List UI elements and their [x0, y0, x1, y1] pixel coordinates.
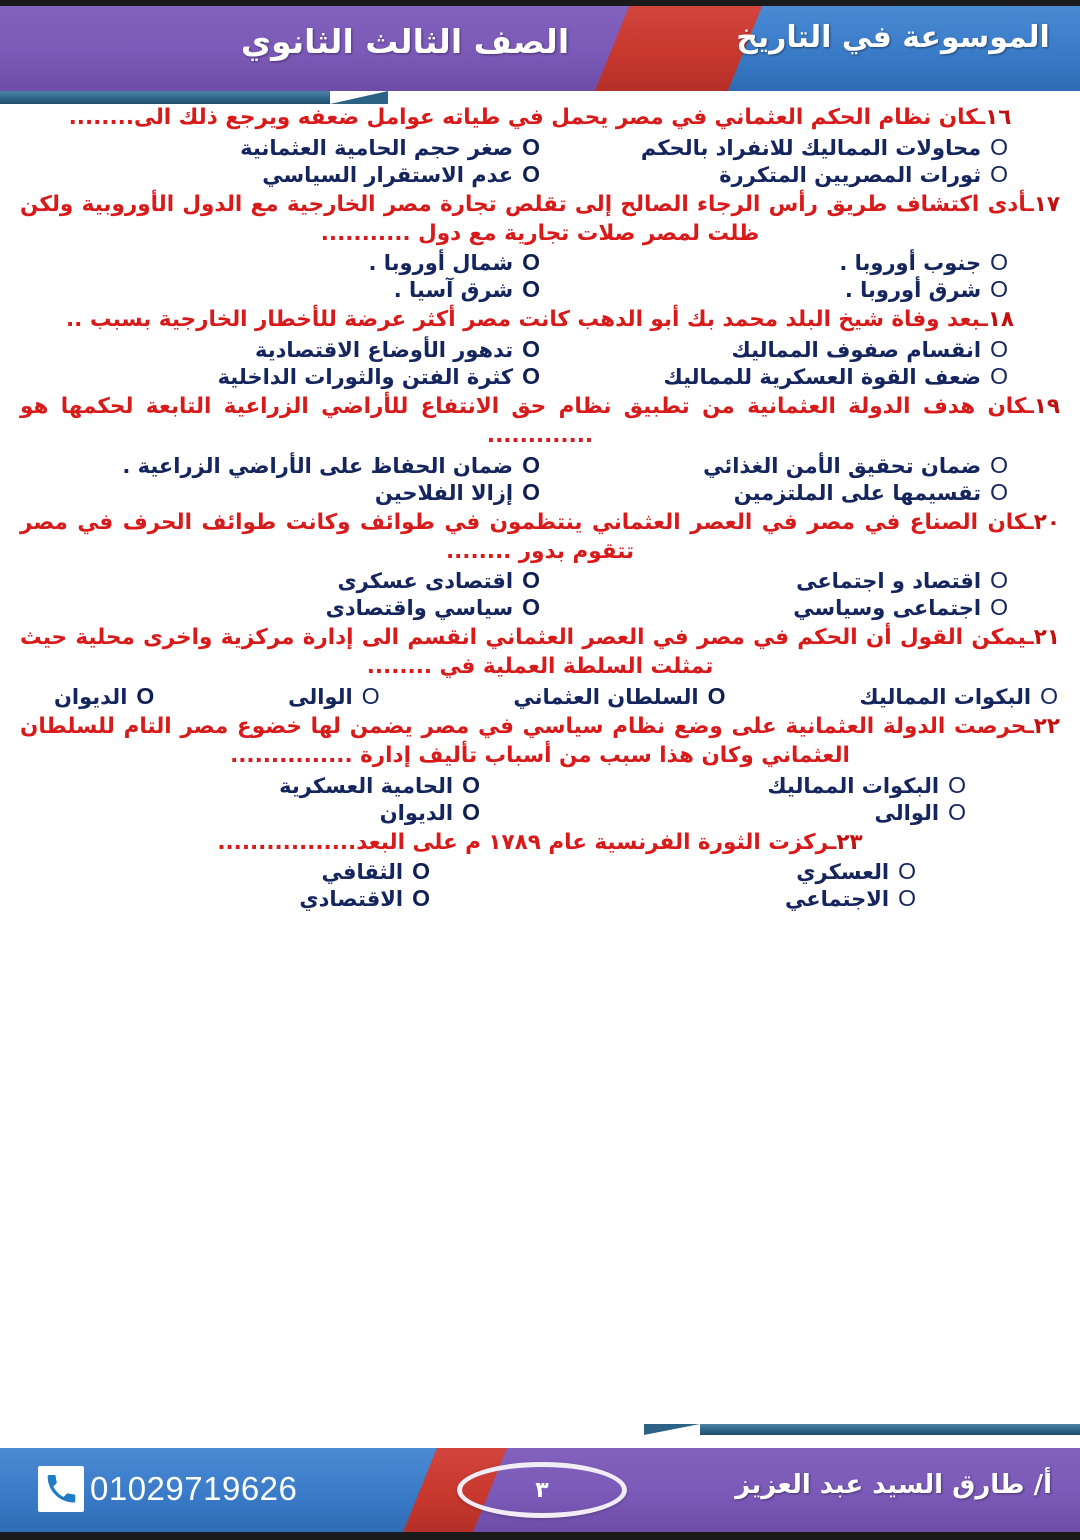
question-body: أدى اكتشاف طريق رأس الرجاء الصالح إلى تقلص تجارة مصر الخارجية مع الدول الأوروبية ولكن ظلت لمصر صلات تجارية مع دول ...........: [20, 191, 1027, 246]
option-marker-circle[interactable]: O: [522, 276, 540, 303]
options-row: [14, 860, 1066, 884]
page-number-value: ٣: [535, 1477, 549, 1503]
option-item[interactable]: [14, 798, 540, 825]
option-marker-circle[interactable]: O: [361, 682, 380, 709]
options-row: [14, 887, 1066, 911]
option-marker-circle[interactable]: O: [898, 858, 916, 885]
option-label: كثرة الفتن والثورات الداخلية: [217, 365, 514, 390]
bottom-black-strip: [0, 1532, 1080, 1540]
option-label: إزالا الفلاحين: [374, 480, 514, 505]
option-label: تدهور الأوضاع الاقتصادية: [254, 338, 514, 363]
header-bar-tip: [330, 91, 388, 104]
option-item[interactable]: [14, 278, 540, 302]
option-marker-circle[interactable]: O: [990, 249, 1008, 276]
option-item[interactable]: [540, 160, 1066, 187]
option-marker-circle[interactable]: O: [990, 276, 1008, 303]
footer-teacher-name: أ/ طارق السيد عبد العزيز: [735, 1470, 1052, 1500]
options-row: [14, 451, 1066, 478]
question-body: كان الصناع في مصر في العصر العثماني ينتظمون في طوائف وكانت طوائف الحرف في مصر تتقوم بدور ........: [20, 509, 1027, 564]
footer-decorative-bar: [640, 1424, 1080, 1435]
option-label: الاجتماعي: [785, 887, 890, 912]
option-item[interactable]: [54, 682, 155, 709]
option-marker-circle[interactable]: O: [990, 478, 1008, 505]
question-body: كان نظام الحكم العثماني في مصر يحمل في طياته عوامل ضعفه ويرجع ذلك الى........: [68, 105, 978, 130]
page-footer: [0, 1448, 1080, 1532]
option-label: شرق آسيا .: [393, 278, 514, 303]
question-text: ١٧ـأدى اكتشاف طريق رأس الرجاء الصالح إلى تقلص تجارة مصر الخارجية مع الدول الأوروبية ولكن ظلت لمصر صلات تجارية مع دول ...........: [20, 191, 1060, 246]
option-item[interactable]: [14, 478, 540, 505]
options-row: [14, 682, 1066, 709]
question-text: ٢٣ـركزت الثورة الفرنسية عام ١٧٨٩ م على البعد.................: [217, 829, 863, 855]
question-block: [14, 829, 1066, 912]
option-marker-circle[interactable]: O: [412, 885, 430, 912]
option-item[interactable]: [14, 451, 540, 478]
option-label: ضمان تحقيق الأمن الغذائي: [703, 453, 982, 478]
options-row: [14, 596, 1066, 620]
question-number: ١٨: [987, 307, 1014, 333]
option-item[interactable]: [14, 251, 540, 275]
option-marker-circle[interactable]: O: [522, 249, 540, 276]
option-label: الديوان: [54, 684, 128, 709]
option-label: البكوات المماليك: [859, 684, 1032, 709]
question-block: [14, 191, 1066, 303]
option-item[interactable]: [540, 278, 1066, 302]
option-item[interactable]: [14, 596, 540, 620]
question-number: ١٩: [1033, 394, 1060, 420]
option-marker-circle[interactable]: O: [462, 771, 480, 798]
options-row: [14, 771, 1066, 798]
options-row: [14, 798, 1066, 825]
header-decorative-bar: [0, 91, 400, 104]
question-block: [14, 104, 1066, 187]
options-row: [14, 133, 1066, 160]
option-label: الثقافي: [321, 860, 404, 885]
question-text: ٢٠ـكان الصناع في مصر في العصر العثماني ينتظمون في طوائف وكانت طوائف الحرف في مصر تتقوم بدور ........: [20, 509, 1060, 564]
option-item[interactable]: [14, 365, 540, 389]
options-row: [14, 365, 1066, 389]
option-item[interactable]: [540, 451, 1066, 478]
question-text: ١٨ـبعد وفاة شيخ البلد محمد بك أبو الدهب كانت مصر أكثر عرضة للأخطار الخارجية بسبب ..: [66, 307, 1014, 333]
question-number: ٢١: [1033, 625, 1060, 651]
question-text: ١٦ـكان نظام الحكم العثماني في مصر يحمل في طياته عوامل ضعفه ويرجع ذلك الى........: [68, 105, 1012, 130]
option-label: شمال أوروبا .: [368, 251, 514, 276]
option-label: اقتصادى عسكرى: [337, 569, 514, 594]
option-label: اقتصاد و اجتماعى: [796, 569, 982, 594]
option-marker-circle[interactable]: O: [990, 567, 1008, 594]
phone-icon: [38, 1466, 84, 1512]
option-label: الاقتصادي: [299, 887, 404, 912]
option-marker-circle[interactable]: O: [522, 478, 540, 505]
option-marker-circle[interactable]: O: [522, 451, 540, 478]
options-group: [14, 569, 1066, 620]
option-label: السلطان العثماني: [513, 684, 699, 709]
option-marker-circle[interactable]: O: [522, 133, 540, 160]
options-row: [14, 338, 1066, 362]
option-item[interactable]: [540, 478, 1066, 505]
phone-number: 01029719626: [90, 1470, 298, 1507]
option-label: شرق أوروبا .: [844, 278, 982, 303]
questions-container: [0, 104, 1080, 1422]
option-marker-circle[interactable]: O: [990, 160, 1008, 187]
option-marker-circle[interactable]: O: [412, 858, 430, 885]
options-group: [14, 451, 1066, 505]
question-number: ١٧: [1033, 191, 1060, 217]
option-item[interactable]: [14, 160, 540, 187]
option-label: العسكري: [796, 860, 890, 885]
footer-bar-body: [700, 1424, 1080, 1435]
option-label: ثورات المصريين المتكررة: [719, 162, 982, 187]
option-label: انقسام صفوف المماليك: [731, 338, 982, 363]
options-group: [14, 251, 1066, 302]
option-item[interactable]: [14, 887, 540, 911]
question-text: ١٩ـكان هدف الدولة العثمانية من تطبيق نظام حق الانتفاع للأراضي الزراعية التابعة لحكمها هو .............: [20, 394, 1060, 448]
option-item[interactable]: [540, 860, 1066, 884]
option-label: ضعف القوة العسكرية للمماليك: [663, 365, 982, 390]
options-row: [14, 251, 1066, 275]
option-label: الوالى: [874, 800, 940, 825]
option-label: سياسي واقتصادى: [325, 596, 514, 621]
option-label: اجتماعى وسياسي: [793, 596, 982, 621]
option-marker-circle[interactable]: O: [990, 133, 1008, 160]
question-number: ٢٠: [1033, 509, 1060, 535]
option-label: ضمان الحفاظ على الأراضي الزراعية .: [122, 453, 514, 478]
option-item[interactable]: [540, 338, 1066, 362]
option-marker-circle[interactable]: O: [990, 363, 1008, 390]
option-marker-circle[interactable]: O: [522, 567, 540, 594]
options-row: [14, 569, 1066, 593]
footer-contact[interactable]: [38, 1466, 297, 1512]
option-item[interactable]: [14, 771, 540, 798]
option-label: عدم الاستقرار السياسي: [262, 162, 514, 187]
option-item[interactable]: [540, 798, 1066, 825]
question-block: [14, 393, 1066, 505]
option-label: صغر حجم الحامية العثمانية: [240, 135, 514, 160]
option-item[interactable]: [14, 338, 540, 362]
option-item[interactable]: [540, 251, 1066, 275]
option-item[interactable]: [540, 365, 1066, 389]
options-row: [14, 278, 1066, 302]
question-number: ٢٣: [836, 829, 863, 855]
option-marker-circle[interactable]: O: [462, 798, 480, 825]
options-group: [14, 338, 1066, 389]
option-item[interactable]: [14, 860, 540, 884]
header-grade-title: الصف الثالث الثانوي: [240, 22, 570, 61]
option-label: الوالى: [288, 684, 353, 709]
options-group: [14, 860, 1066, 911]
footer-bar-tip: [644, 1424, 700, 1435]
option-item[interactable]: [14, 133, 540, 160]
options-group: [14, 133, 1066, 187]
option-marker-circle[interactable]: O: [522, 336, 540, 363]
option-item[interactable]: [513, 682, 726, 709]
question-block: [14, 713, 1066, 825]
option-label: محاولات المماليك للانفراد بالحكم: [640, 135, 982, 160]
question-text: ٢١ـيمكن القول أن الحكم في مصر في العصر العثماني انقسم الى إدارة مركزية واخرى محلية حيث تمثلت السلطة العملية في ........: [20, 625, 1060, 680]
question-body: يمكن القول أن الحكم في مصر في العصر العثماني انقسم الى إدارة مركزية واخرى محلية حيث تمثلت السلطة العملية في ........: [20, 625, 1027, 680]
option-item[interactable]: [288, 682, 380, 709]
question-block: [14, 624, 1066, 709]
option-item[interactable]: [540, 596, 1066, 620]
option-label: البكوات المماليك: [767, 773, 940, 798]
option-marker-circle[interactable]: O: [707, 682, 726, 709]
option-marker-circle[interactable]: O: [990, 336, 1008, 363]
option-marker-circle[interactable]: O: [1040, 682, 1058, 709]
option-marker-circle[interactable]: O: [990, 594, 1008, 621]
header-bar-body: [0, 91, 330, 104]
option-marker-circle[interactable]: O: [990, 451, 1008, 478]
option-item[interactable]: [14, 569, 540, 593]
option-label: جنوب أوروبا .: [839, 251, 982, 276]
option-label: الحامية العسكرية: [279, 773, 454, 798]
option-item[interactable]: [540, 887, 1066, 911]
question-body: بعد وفاة شيخ البلد محمد بك أبو الدهب كانت مصر أكثر عرضة للأخطار الخارجية بسبب ..: [66, 307, 981, 333]
option-item[interactable]: [859, 682, 1058, 709]
options-row: [14, 478, 1066, 505]
option-marker-circle[interactable]: O: [522, 363, 540, 390]
page-header: [0, 6, 1080, 91]
option-label: الديوان: [379, 800, 454, 825]
question-body: كان هدف الدولة العثمانية من تطبيق نظام حق الانتفاع للأراضي الزراعية التابعة لحكمها هو .............: [20, 394, 1027, 448]
page-number-badge: [457, 1462, 627, 1518]
options-group: [14, 682, 1066, 709]
question-block: [14, 306, 1066, 389]
question-text: ٢٢ـحرصت الدولة العثمانية على وضع نظام سياسي في مصر يضمن لها خضوع مصر التام للسلطان العثماني وكان هذا سبب من أسباب تأليف إدارة ...............: [20, 713, 1060, 768]
options-row: [14, 160, 1066, 187]
options-group: [14, 771, 1066, 825]
option-marker-circle[interactable]: O: [522, 594, 540, 621]
option-marker-circle[interactable]: O: [136, 682, 155, 709]
option-marker-circle[interactable]: O: [948, 771, 966, 798]
option-marker-circle[interactable]: O: [898, 885, 916, 912]
question-number: ٢٢: [1033, 713, 1060, 739]
question-number: ١٦: [985, 105, 1012, 130]
question-block: [14, 509, 1066, 621]
header-subject-title: الموسوعة في التاريخ: [736, 20, 1050, 55]
question-body: حرصت الدولة العثمانية على وضع نظام سياسي في مصر يضمن لها خضوع مصر التام للسلطان العثماني وكان هذا سبب من أسباب تأليف إدارة ...............: [20, 713, 1027, 768]
option-item[interactable]: [540, 771, 1066, 798]
option-label: تقسيمها على الملتزمين: [733, 480, 982, 505]
option-item[interactable]: [540, 133, 1066, 160]
option-item[interactable]: [540, 569, 1066, 593]
option-marker-circle[interactable]: O: [948, 798, 966, 825]
question-body: ركزت الثورة الفرنسية عام ١٧٨٩ م على البعد.................: [217, 829, 830, 855]
option-marker-circle[interactable]: O: [522, 160, 540, 187]
